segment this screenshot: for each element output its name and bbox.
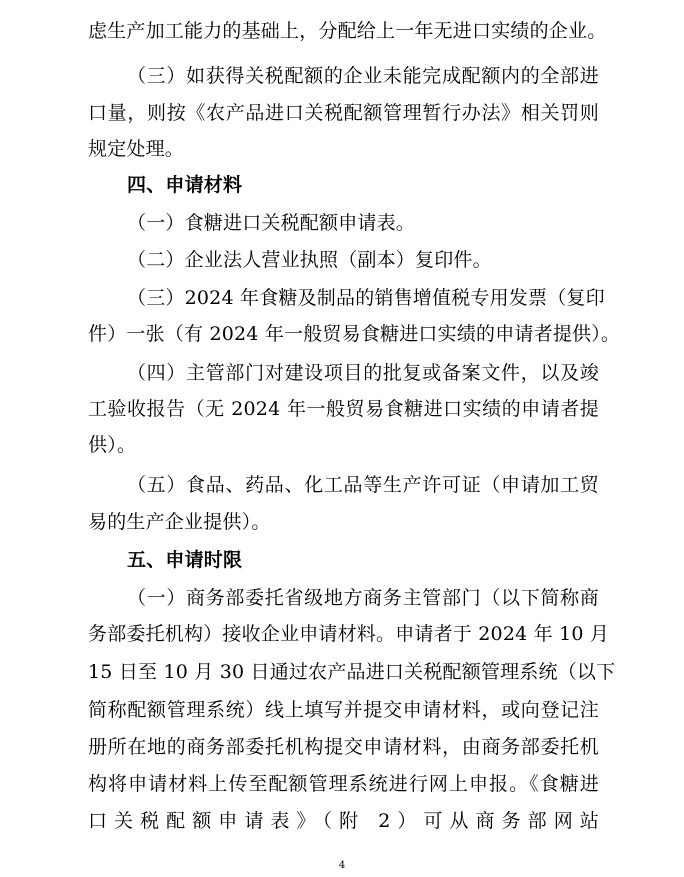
paragraph-line: 供）。 <box>88 434 137 456</box>
paragraph-line: （一）商务部委托省级地方商务主管部门（以下简称商 <box>127 587 599 609</box>
section-heading: 五、申请时限 <box>127 549 243 571</box>
paragraph-line: 规定处理。 <box>88 138 185 160</box>
paragraph-line: （三）2024 年食糖及制品的销售增值税专用发票（复印 <box>127 287 605 309</box>
paragraph-line: 易的生产企业提供）。 <box>88 511 271 533</box>
paragraph-line: 工验收报告（无 2024 年一般贸易食糖进口实绩的申请者提 <box>88 398 599 420</box>
paragraph-line: 口关税配额申请表》（附 2）可从商务部网站 <box>88 810 599 832</box>
paragraph-line: （四）主管部门对建设项目的批复或备案文件，以及竣 <box>127 362 599 384</box>
page-number: 4 <box>338 860 346 871</box>
paragraph-line: 件）一张（有 2024 年一般贸易食糖进口实绩的申请者提供）。 <box>88 323 621 345</box>
paragraph-line: 册所在地的商务部委托机构提交申请材料，由商务部委托机 <box>88 736 599 758</box>
paragraph-line: 虑生产加工能力的基础上，分配给上一年无进口实绩的企业。 <box>88 20 607 42</box>
paragraph-line: （一）食糖进口关税配额申请表。 <box>127 212 416 234</box>
paragraph-line: （二）企业法人营业执照（副本）复印件。 <box>127 249 492 271</box>
paragraph-line: 务部委托机构）接收企业申请材料。申请者于 2024 年 10 月 <box>88 623 610 645</box>
paragraph-line: 15 日至 10 月 30 日通过农产品进口关税配额管理系统（以下 <box>88 661 616 683</box>
paragraph-line: （三）如获得关税配额的企业未能完成配额内的全部进 <box>127 65 599 87</box>
paragraph-line: 构将申请材料上传至配额管理系统进行网上申报。《食糖进 <box>88 773 599 795</box>
paragraph-line: 简称配额管理系统）线上填写并提交申请材料，或向登记注 <box>88 699 599 721</box>
paragraph-line: 口量，则按《农产品进口关税配额管理暂行办法》相关罚则 <box>88 102 599 124</box>
paragraph-line: （五）食品、药品、化工品等生产许可证（申请加工贸 <box>127 474 599 496</box>
section-heading: 四、申请材料 <box>127 174 243 196</box>
